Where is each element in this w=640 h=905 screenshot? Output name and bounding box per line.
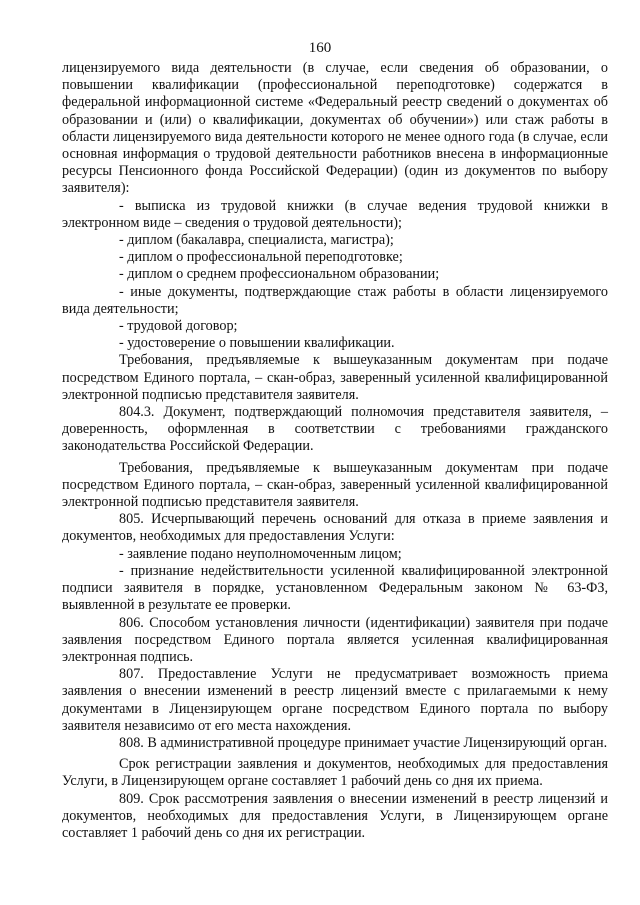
paragraph: - диплом о профессиональной переподготовке; [119,249,403,266]
paragraph: - удостоверение о повышении квалификации. [119,335,395,352]
paragraph: - заявление подано неуполномоченным лицом; [119,545,402,562]
paragraph: Требования, предъявляемые к вышеуказанным документам при подаче посредством Единого портала, – скан-образ, заверенный усиленной квалифицированной электронной подписью представителя заявителя. [62,352,608,403]
paragraph: - признание недействительности усиленной квалифицированной электронной подписи заявителя в порядке, установленном Федеральным законом № 63-ФЗ, выявленной в результате ее проверки. [62,562,608,614]
paragraph: 805. Исчерпывающий перечень оснований для отказа в приеме заявления и документов, необходимых для предоставления Услуги: [62,511,608,545]
paragraph: 808. В административной процедуре принимает участие Лицензирующий орган. [119,734,608,751]
page-number: 160 [308,40,332,56]
paragraph: 804.3. Документ, подтверждающий полномочия представителя заявителя, – доверенность, оформленная в соответствии с требованиями гражданского законодательства Российской Федерации. [62,404,608,455]
paragraph: 809. Срок рассмотрения заявления о внесении изменений в реестр лицензий и документов, необходимых для предоставления Услуги, в Лицензирующем органе составляет 1 рабочий день со дня их регистрации. [62,790,608,841]
paragraph: лицензируемого вида деятельности (в случае, если сведения об образовании, о повышении квалификации (профессиональной переподготовке) содержатся в федеральной информационной системе «Федеральный реестр сведений о документах об образовании и (или) о квалификации, документах об обучении») или стаж работы в области лицензируемого вида деятельности которого не менее одного года (в случае, если основная информация о трудовой деятельности работников внесена в информационные ресурсы Пенсионного фонда Российской Федерации) (один из документов по выбору заявителя): [62,60,608,197]
paragraph: - трудовой договор; [119,318,238,335]
paragraph: - выписка из трудовой книжки (в случае ведения трудовой книжки в электронном виде – сведения о трудовой деятельности); [62,197,608,231]
paragraph: 807. Предоставление Услуги не предусматривает возможность приема заявления о внесении изменений в реестр лицензий вместе с прилагаемыми к нему документами в Лицензирующем органе посредством Единого портала по выбору заявителя независимо от его места нахождения. [62,666,608,734]
paragraph: Срок регистрации заявления и документов, необходимых для предоставления Услуги, в Лицензирующем органе составляет 1 рабочий день со дня их приема. [62,756,608,790]
paragraph: - иные документы, подтверждающие стаж работы в области лицензируемого вида деятельности; [62,283,608,317]
paragraph: Требования, предъявляемые к вышеуказанным документам при подаче посредством Единого портала, – скан-образ, заверенный усиленной квалифицированной электронной подписью представителя заявителя. [62,459,608,511]
paragraph: 806. Способом установления личности (идентификации) заявителя при подаче заявления посредством Единого портала является усиленная квалифицированная электронная подпись. [62,614,608,665]
document-body [62,60,608,842]
paragraph: - диплом о среднем профессиональном образовании; [119,266,440,283]
paragraph: - диплом (бакалавра, специалиста, магистра); [119,232,394,249]
